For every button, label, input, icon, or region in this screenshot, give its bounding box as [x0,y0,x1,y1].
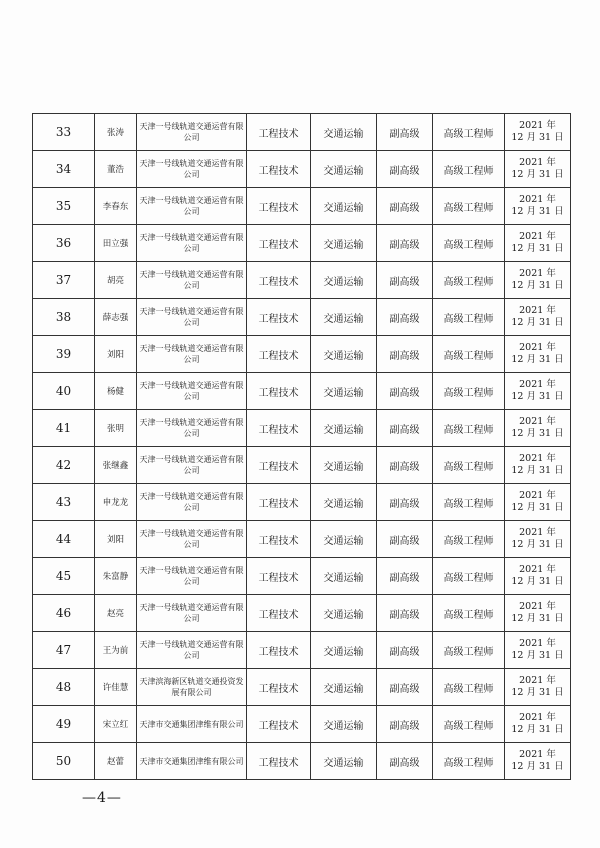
table-row [33,262,571,299]
title-level-cell: 副高级 [377,410,433,447]
issue-date-year: 2021 年 [519,527,556,538]
issue-date-day: 12 月 31 日 [511,687,564,698]
organization-cell: 天津一号线轨道交通运营有限公司 [137,299,247,336]
row-number-cell: 47 [33,632,95,669]
row-number-cell: 45 [33,558,95,595]
row-number-cell: 49 [33,706,95,743]
issue-date-year: 2021 年 [519,675,556,686]
table-row [33,373,571,410]
organization-cell: 天津一号线轨道交通运营有限公司 [137,632,247,669]
row-number-cell: 35 [33,188,95,225]
professional-title-cell: 高级工程师 [433,669,505,706]
issue-date-cell [505,447,571,484]
professional-title-cell: 高级工程师 [433,521,505,558]
issue-date-cell [505,521,571,558]
person-name-cell: 李春东 [95,188,137,225]
issue-date-cell [505,225,571,262]
issue-date-day: 12 月 31 日 [511,354,564,365]
specialty-cell: 交通运输 [311,151,377,188]
specialty-cell: 交通运输 [311,373,377,410]
professional-title-cell: 高级工程师 [433,114,505,151]
issue-date-day: 12 月 31 日 [511,650,564,661]
row-number-cell: 33 [33,114,95,151]
organization-cell: 天津一号线轨道交通运营有限公司 [137,447,247,484]
person-name-cell: 张继鑫 [95,447,137,484]
issue-date-cell [505,706,571,743]
category-cell: 工程技术 [247,521,311,558]
title-level-cell: 副高级 [377,225,433,262]
person-name-cell: 王为前 [95,632,137,669]
specialty-cell: 交通运输 [311,632,377,669]
specialty-cell: 交通运输 [311,669,377,706]
category-cell: 工程技术 [247,558,311,595]
title-level-cell: 副高级 [377,521,433,558]
specialty-cell: 交通运输 [311,484,377,521]
issue-date-year: 2021 年 [519,157,556,168]
issue-date-year: 2021 年 [519,342,556,353]
issue-date-cell [505,632,571,669]
title-level-cell: 副高级 [377,595,433,632]
professional-title-cell: 高级工程师 [433,706,505,743]
professional-title-cell: 高级工程师 [433,484,505,521]
issue-date-cell [505,373,571,410]
title-level-cell: 副高级 [377,188,433,225]
issue-date-cell [505,262,571,299]
table-row [33,299,571,336]
issue-date-day: 12 月 31 日 [511,465,564,476]
professional-title-cell: 高级工程师 [433,410,505,447]
issue-date-day: 12 月 31 日 [511,243,564,254]
table-body [33,114,571,780]
person-name-cell: 刘阳 [95,336,137,373]
table-row [33,225,571,262]
category-cell: 工程技术 [247,262,311,299]
specialty-cell: 交通运输 [311,225,377,262]
specialty-cell: 交通运输 [311,447,377,484]
issue-date-year: 2021 年 [519,638,556,649]
professional-title-cell: 高级工程师 [433,447,505,484]
issue-date-year: 2021 年 [519,194,556,205]
row-number-cell: 41 [33,410,95,447]
issue-date-cell [505,299,571,336]
issue-date-year: 2021 年 [519,120,556,131]
issue-date-cell [505,484,571,521]
title-level-cell: 副高级 [377,114,433,151]
table-row [33,706,571,743]
professional-title-cell: 高级工程师 [433,299,505,336]
specialty-cell: 交通运输 [311,114,377,151]
person-name-cell: 赵蕾 [95,743,137,780]
organization-cell: 天津一号线轨道交通运营有限公司 [137,262,247,299]
professional-title-cell: 高级工程师 [433,558,505,595]
issue-date-day: 12 月 31 日 [511,502,564,513]
row-number-cell: 42 [33,447,95,484]
title-level-cell: 副高级 [377,484,433,521]
row-number-cell: 39 [33,336,95,373]
category-cell: 工程技术 [247,114,311,151]
issue-date-year: 2021 年 [519,749,556,760]
row-number-cell: 37 [33,262,95,299]
person-name-cell: 薛志强 [95,299,137,336]
table-row [33,669,571,706]
table-row [33,595,571,632]
issue-date-day: 12 月 31 日 [511,132,564,143]
organization-cell: 天津市交通集团津维有限公司 [137,706,247,743]
specialty-cell: 交通运输 [311,743,377,780]
row-number-cell: 43 [33,484,95,521]
issue-date-year: 2021 年 [519,453,556,464]
issue-date-day: 12 月 31 日 [511,206,564,217]
organization-cell: 天津一号线轨道交通运营有限公司 [137,225,247,262]
category-cell: 工程技术 [247,336,311,373]
issue-date-day: 12 月 31 日 [511,724,564,735]
table-row [33,447,571,484]
organization-cell: 天津一号线轨道交通运营有限公司 [137,373,247,410]
issue-date-cell [505,151,571,188]
issue-date-cell [505,743,571,780]
issue-date-year: 2021 年 [519,268,556,279]
organization-cell: 天津一号线轨道交通运营有限公司 [137,484,247,521]
professional-title-cell: 高级工程师 [433,336,505,373]
category-cell: 工程技术 [247,299,311,336]
issue-date-year: 2021 年 [519,564,556,575]
category-cell: 工程技术 [247,669,311,706]
issue-date-year: 2021 年 [519,379,556,390]
table-row [33,484,571,521]
table-row [33,558,571,595]
person-name-cell: 张涛 [95,114,137,151]
organization-cell: 天津一号线轨道交通运营有限公司 [137,114,247,151]
organization-cell: 天津一号线轨道交通运营有限公司 [137,410,247,447]
professional-title-cell: 高级工程师 [433,225,505,262]
organization-cell: 天津一号线轨道交通运营有限公司 [137,521,247,558]
person-name-cell: 赵亮 [95,595,137,632]
title-level-cell: 副高级 [377,669,433,706]
row-number-cell: 44 [33,521,95,558]
title-level-cell: 副高级 [377,743,433,780]
row-number-cell: 40 [33,373,95,410]
specialty-cell: 交通运输 [311,336,377,373]
issue-date-cell [505,188,571,225]
person-name-cell: 朱富静 [95,558,137,595]
category-cell: 工程技术 [247,410,311,447]
category-cell: 工程技术 [247,373,311,410]
category-cell: 工程技术 [247,706,311,743]
category-cell: 工程技术 [247,595,311,632]
organization-cell: 天津滨海新区轨道交通投资发展有限公司 [137,669,247,706]
issue-date-cell [505,595,571,632]
specialty-cell: 交通运输 [311,262,377,299]
person-name-cell: 董浩 [95,151,137,188]
issue-date-day: 12 月 31 日 [511,539,564,550]
organization-cell: 天津一号线轨道交通运营有限公司 [137,595,247,632]
person-name-cell: 杨健 [95,373,137,410]
professional-title-cell: 高级工程师 [433,743,505,780]
row-number-cell: 36 [33,225,95,262]
table-row [33,743,571,780]
issue-date-day: 12 月 31 日 [511,391,564,402]
issue-date-cell [505,114,571,151]
category-cell: 工程技术 [247,743,311,780]
specialty-cell: 交通运输 [311,299,377,336]
issue-date-day: 12 月 31 日 [511,317,564,328]
issue-date-day: 12 月 31 日 [511,613,564,624]
person-name-cell: 许佳慧 [95,669,137,706]
table-row [33,188,571,225]
table-row [33,632,571,669]
category-cell: 工程技术 [247,447,311,484]
professional-title-cell: 高级工程师 [433,595,505,632]
category-cell: 工程技术 [247,484,311,521]
row-number-cell: 38 [33,299,95,336]
table-row [33,151,571,188]
title-level-cell: 副高级 [377,632,433,669]
personnel-table [32,113,571,780]
specialty-cell: 交通运输 [311,521,377,558]
table-row [33,336,571,373]
organization-cell: 天津市交通集团津维有限公司 [137,743,247,780]
title-level-cell: 副高级 [377,151,433,188]
issue-date-year: 2021 年 [519,601,556,612]
title-level-cell: 副高级 [377,447,433,484]
issue-date-year: 2021 年 [519,490,556,501]
professional-title-cell: 高级工程师 [433,262,505,299]
category-cell: 工程技术 [247,632,311,669]
issue-date-day: 12 月 31 日 [511,428,564,439]
specialty-cell: 交通运输 [311,410,377,447]
row-number-cell: 46 [33,595,95,632]
organization-cell: 天津一号线轨道交通运营有限公司 [137,336,247,373]
issue-date-year: 2021 年 [519,305,556,316]
issue-date-year: 2021 年 [519,416,556,427]
professional-title-cell: 高级工程师 [433,373,505,410]
issue-date-cell [505,669,571,706]
specialty-cell: 交通运输 [311,595,377,632]
issue-date-day: 12 月 31 日 [511,169,564,180]
professional-title-cell: 高级工程师 [433,632,505,669]
issue-date-year: 2021 年 [519,712,556,723]
professional-title-cell: 高级工程师 [433,188,505,225]
organization-cell: 天津一号线轨道交通运营有限公司 [137,151,247,188]
issue-date-day: 12 月 31 日 [511,761,564,772]
specialty-cell: 交通运输 [311,558,377,595]
issue-date-cell [505,558,571,595]
table-row [33,521,571,558]
person-name-cell: 胡亮 [95,262,137,299]
title-level-cell: 副高级 [377,373,433,410]
table-row [33,114,571,151]
title-level-cell: 副高级 [377,706,433,743]
person-name-cell: 宋立红 [95,706,137,743]
category-cell: 工程技术 [247,188,311,225]
category-cell: 工程技术 [247,151,311,188]
title-level-cell: 副高级 [377,262,433,299]
issue-date-cell [505,410,571,447]
category-cell: 工程技术 [247,225,311,262]
specialty-cell: 交通运输 [311,706,377,743]
title-level-cell: 副高级 [377,336,433,373]
title-level-cell: 副高级 [377,558,433,595]
issue-date-day: 12 月 31 日 [511,280,564,291]
issue-date-cell [505,336,571,373]
issue-date-day: 12 月 31 日 [511,576,564,587]
title-level-cell: 副高级 [377,299,433,336]
person-name-cell: 张明 [95,410,137,447]
row-number-cell: 50 [33,743,95,780]
person-name-cell: 申龙龙 [95,484,137,521]
person-name-cell: 刘阳 [95,521,137,558]
page-number: —4— [82,790,122,806]
row-number-cell: 48 [33,669,95,706]
professional-title-cell: 高级工程师 [433,151,505,188]
person-name-cell: 田立强 [95,225,137,262]
organization-cell: 天津一号线轨道交通运营有限公司 [137,558,247,595]
organization-cell: 天津一号线轨道交通运营有限公司 [137,188,247,225]
table-row [33,410,571,447]
specialty-cell: 交通运输 [311,188,377,225]
issue-date-year: 2021 年 [519,231,556,242]
row-number-cell: 34 [33,151,95,188]
